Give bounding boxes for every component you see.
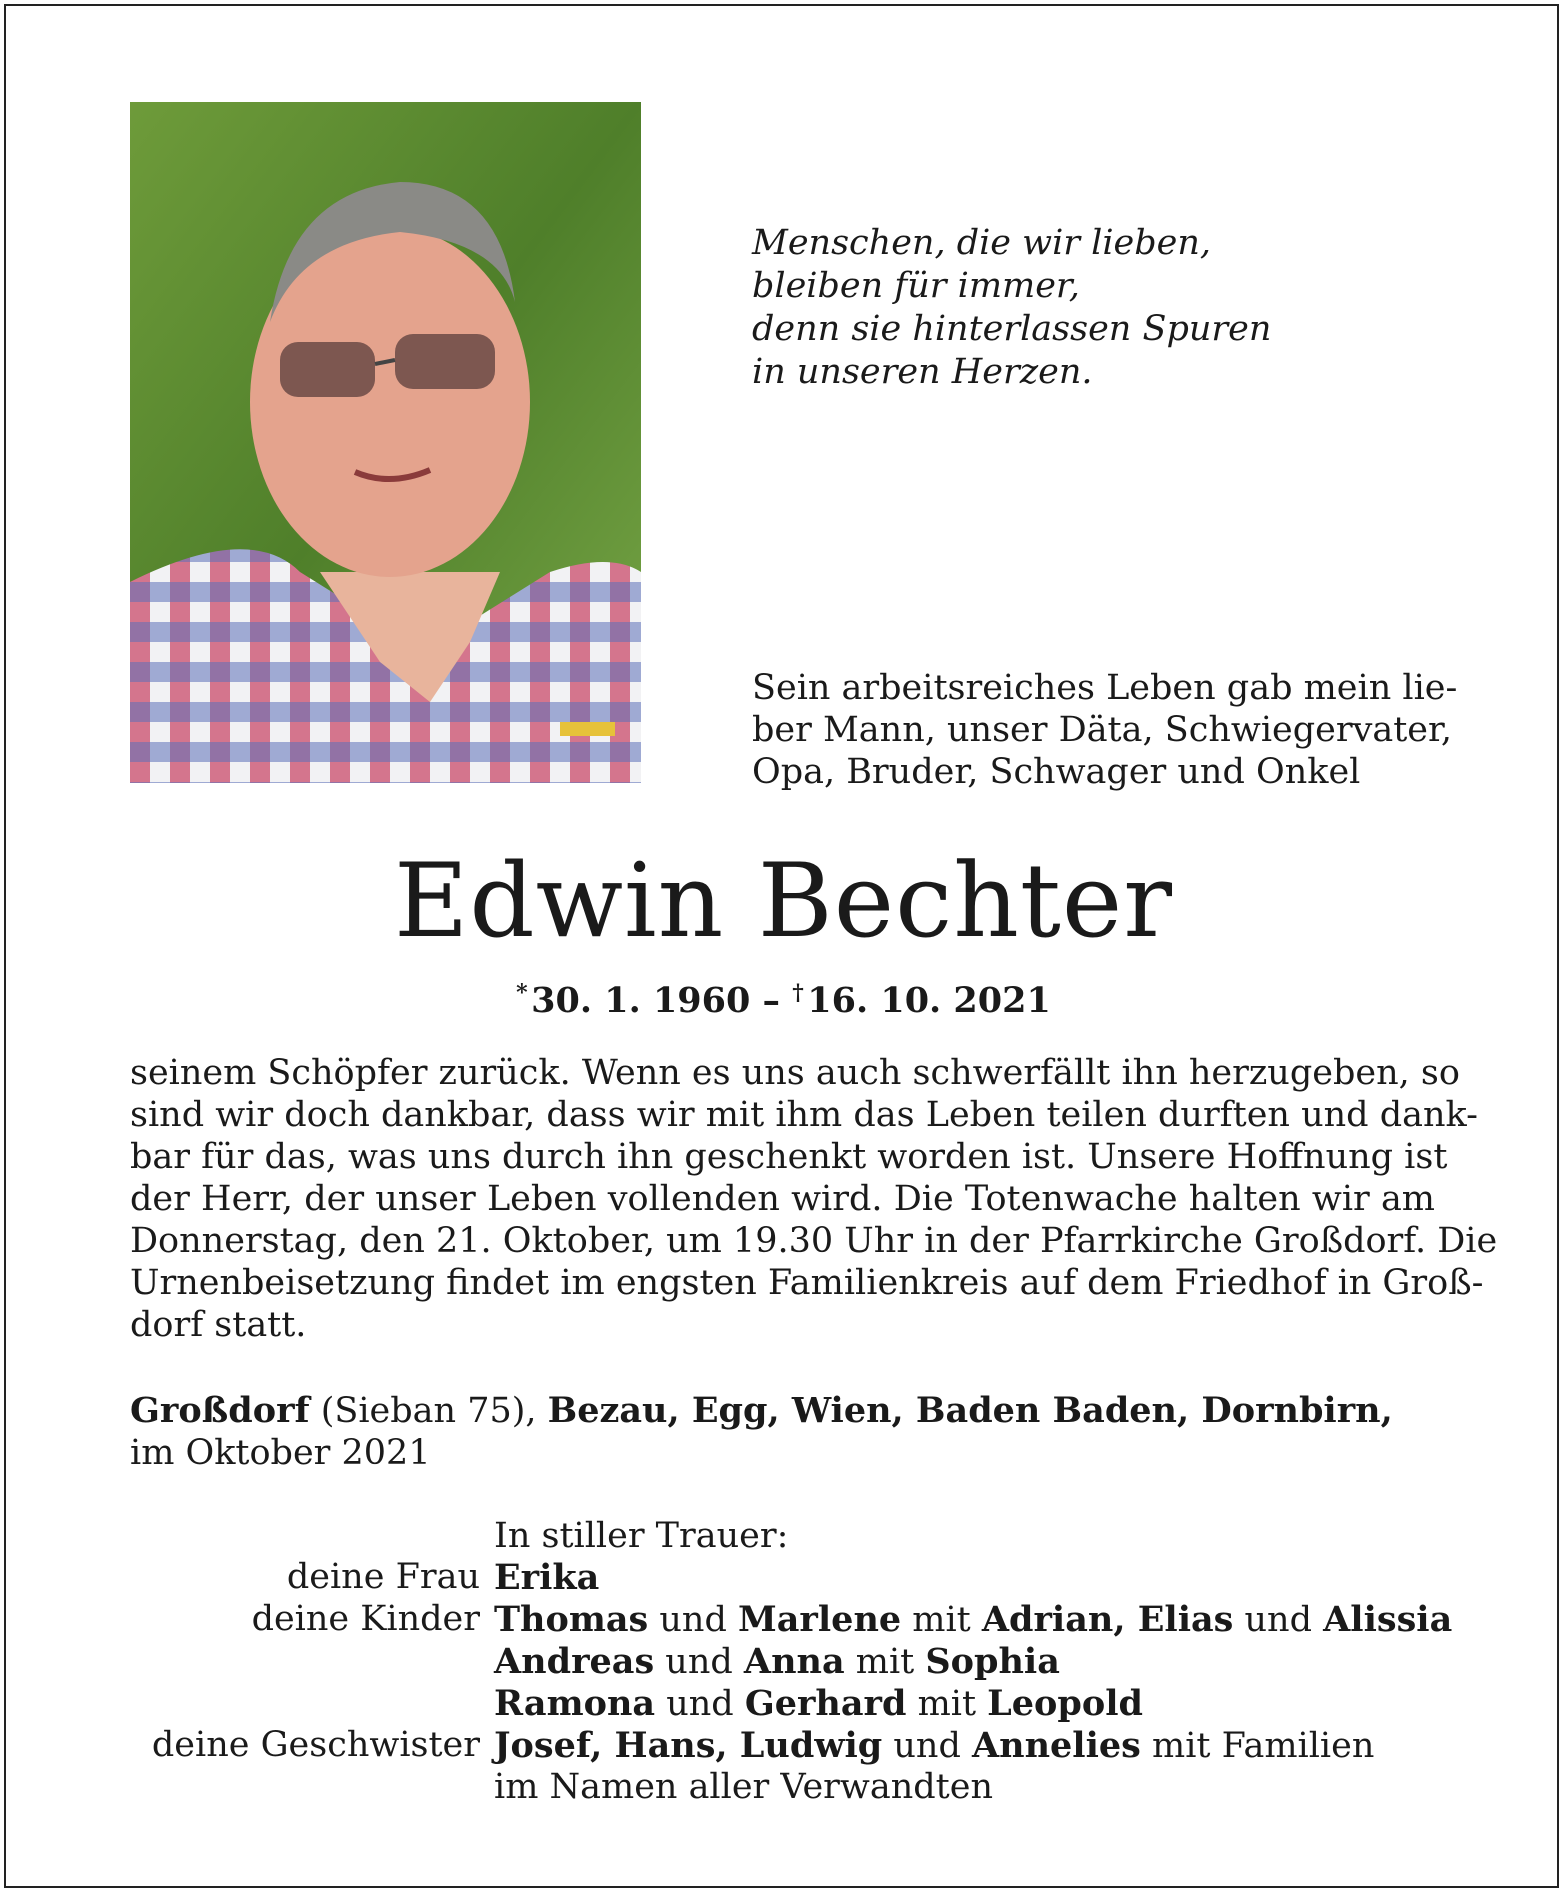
conjunction: und — [882, 1726, 972, 1766]
grandchild-name: Sophia — [925, 1641, 1060, 1682]
separator: , — [1113, 1599, 1138, 1640]
intro-line: Sein arbeitsreiches Leben gab mein lie- — [752, 668, 1458, 708]
mourner-row-siblings — [130, 1725, 1460, 1767]
place-and-date — [130, 1390, 1393, 1474]
conjunction: mit — [901, 1600, 982, 1640]
body-line: dorf statt. — [130, 1305, 307, 1345]
birth-mark: * — [516, 980, 528, 1006]
wife-label: deine Frau — [286, 1557, 480, 1597]
intro-line: ber Mann, unser Däta, Schwiegervater, — [752, 710, 1452, 750]
quote-line: in unseren Herzen. — [752, 352, 1093, 392]
conjunction: und — [654, 1642, 744, 1682]
body-line: Donnerstag, den 21. Oktober, um 19.30 Uhr in der Pfarrkirche Großdorf. Die — [130, 1221, 1498, 1261]
mourner-row-children — [130, 1641, 1460, 1683]
child-name: Thomas — [494, 1599, 649, 1640]
conjunction: mit — [844, 1642, 926, 1682]
mourner-row-children — [130, 1599, 1460, 1641]
memorial-quote — [752, 222, 1452, 394]
children-label: deine Kinder — [251, 1599, 480, 1639]
death-date: 16. 10. 2021 — [807, 980, 1051, 1021]
birth-date: 30. 1. 1960 — [531, 980, 751, 1021]
body-line: seinem Schöpfer zurück. Wenn es uns auch schwerfällt ihn herzugeben, so — [130, 1053, 1460, 1093]
conjunction: mit — [906, 1684, 988, 1724]
body-line: der Herr, der unser Leben vollenden wird. Die Totenwache halten wir am — [130, 1179, 1435, 1219]
deceased-name: Edwin Bechter — [393, 842, 1174, 961]
date-separator: – — [750, 980, 793, 1021]
mourner-row-children — [130, 1683, 1460, 1725]
conjunction: und — [1233, 1600, 1324, 1640]
grandchild-name: Leopold — [987, 1683, 1143, 1724]
body-line: bar für das, was uns durch ihn geschenkt worden ist. Unsere Hoffnung ist — [130, 1137, 1448, 1177]
child-name: Ramona — [494, 1683, 656, 1724]
quote-line: bleiben für immer, — [752, 266, 1080, 306]
wife-name: Erika — [494, 1557, 600, 1598]
life-dates — [0, 972, 1567, 1022]
mourners-heading: In stiller Trauer: — [494, 1516, 789, 1556]
sibling-names: Josef, Hans, Ludwig — [494, 1725, 883, 1766]
siblings-label: deine Geschwister — [151, 1725, 480, 1765]
body-line: sind wir doch dankbar, dass wir mit ihm das Leben teilen durften und dank- — [130, 1095, 1478, 1135]
grandchild-name: Alissia — [1323, 1599, 1453, 1640]
mourner-row-wife — [130, 1557, 1460, 1599]
place-address: (Sieban 75), — [309, 1391, 548, 1431]
child-partner-name: Gerhard — [744, 1683, 907, 1724]
intro-text — [752, 667, 1458, 793]
death-mark: † — [792, 980, 804, 1006]
quote-line: denn sie hinterlassen Spuren — [752, 309, 1272, 349]
body-line: Urnenbeisetzung findet im engsten Familienkreis auf dem Friedhof in Groß- — [130, 1263, 1484, 1303]
place-others: Bezau, Egg, Wien, Baden Baden, Dornbirn, — [547, 1390, 1393, 1431]
sibling-name: Annelies — [971, 1725, 1141, 1766]
quote-line: Menschen, die wir lieben, — [752, 223, 1212, 263]
place-date: im Oktober 2021 — [130, 1433, 431, 1473]
grandchild-name: Adrian — [981, 1599, 1114, 1640]
conjunction: und — [655, 1684, 745, 1724]
place-town: Großdorf — [130, 1390, 310, 1431]
siblings-suffix: mit Familien — [1140, 1726, 1375, 1766]
closing-line: im Namen aller Verwandten — [494, 1767, 993, 1807]
grandchild-name: Elias — [1137, 1599, 1234, 1640]
conjunction: und — [648, 1600, 739, 1640]
mourners-list — [130, 1516, 1460, 1808]
intro-line: Opa, Bruder, Schwager und Onkel — [752, 752, 1361, 792]
portrait-illustration — [130, 102, 641, 783]
child-name: Andreas — [494, 1641, 655, 1682]
child-partner-name: Marlene — [738, 1599, 902, 1640]
portrait-photo — [130, 102, 641, 783]
child-partner-name: Anna — [743, 1641, 845, 1682]
announcement-body — [130, 1052, 1498, 1346]
